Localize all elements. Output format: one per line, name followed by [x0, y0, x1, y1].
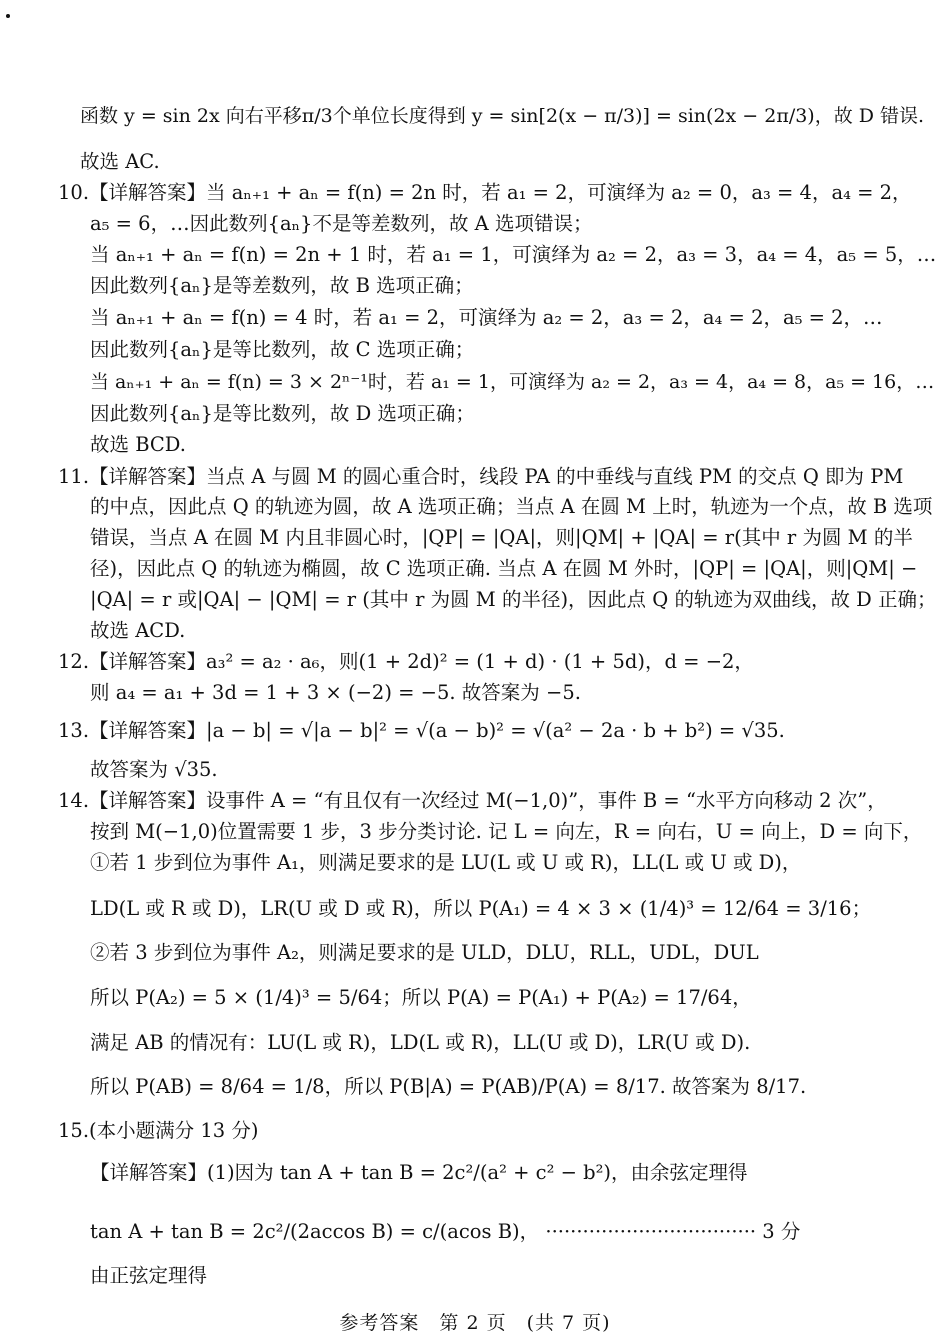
text-line: 因此数列{aₙ}是等差数列，故 B 选项正确；	[90, 274, 474, 297]
text-line: 的中点，因此点 Q 的轨迹为圆，故 A 选项正确；当点 A 在圆 M 上时，轨迹为一个点，故 B 选项	[90, 495, 933, 518]
text-line: 则 a₄ = a₁ + 3d = 1 + 3 × (−2) = −5. 故答案为 −5.	[90, 681, 581, 704]
question-11-start: 11.【详解答案】当点 A 与圆 M 的圆心重合时，线段 PA 的中垂线与直线 PM 的交点 Q 即为 PM	[58, 465, 904, 488]
text-line: LD(L 或 R 或 D)，LR(U 或 D 或 R)，所以 P(A₁) = 4 × 3 × (1/4)³ = 12/64 = 3/16；	[90, 897, 872, 920]
text-line: 径)，因此点 Q 的轨迹为椭圆，故 C 选项正确. 当点 A 在圆 M 外时，|QP| = |QA|，则|QM| −	[90, 557, 918, 580]
text-line: 所以 P(AB) = 8/64 = 1/8，所以 P(B|A) = P(AB)/P(A) = 8/17. 故答案为 8/17.	[90, 1075, 807, 1098]
text-line: 因此数列{aₙ}是等比数列，故 D 选项正确；	[90, 402, 475, 425]
text-line: 由正弦定理得	[90, 1264, 208, 1287]
text-line: 故答案为 √35.	[90, 758, 218, 781]
text-line: 当 aₙ₊₁ + aₙ = f(n) = 4 时，若 a₁ = 2，可演绎为 a₂ = 2，a₃ = 2，a₄ = 2，a₅ = 2，…	[90, 306, 883, 329]
text-line: 【详解答案】(1)因为 tan A + tan B = 2c²/(a² + c² − b²)，由余弦定理得	[90, 1161, 748, 1184]
text-line: |QA| = r 或|QA| − |QM| = r (其中 r 为圆 M 的半径)，因此点 Q 的轨迹为双曲线，故 D 正确；	[90, 588, 937, 611]
question-12-start: 12.【详解答案】a₃² = a₂ · a₆，则(1 + 2d)² = (1 + d) · (1 + 5d)，d = −2，	[58, 650, 754, 673]
text-line: 函数 y = sin 2x 向右平移π/3个单位长度得到 y = sin[2(x − π/3)] = sin(2x − 2π/3)，故 D 错误.	[80, 105, 925, 127]
text-line: 当 aₙ₊₁ + aₙ = f(n) = 3 × 2ⁿ⁻¹时，若 a₁ = 1，可演绎为 a₂ = 2，a₃ = 4，a₄ = 8，a₅ = 16，…	[90, 371, 935, 393]
text-line: 故选 AC.	[80, 150, 160, 173]
question-15-heading: 15.(本小题满分 13 分)	[58, 1119, 259, 1142]
text-line: 故选 BCD.	[90, 433, 186, 456]
text-line: ②若 3 步到位为事件 A₂，则满足要求的是 ULD，DLU，RLL，UDL，DUL	[90, 941, 759, 964]
score-line: tan A + tan B = 2c²/(2accos B) = c/(acos B)， ·································· 3 分	[90, 1220, 801, 1243]
question-10-start: 10.【详解答案】当 aₙ₊₁ + aₙ = f(n) = 2n 时，若 a₁ = 2，可演绎为 a₂ = 0，a₃ = 4，a₄ = 2，	[58, 181, 912, 204]
question-13-start: 13.【详解答案】|a − b| = √|a − b|² = √(a − b)² = √(a² − 2a · b + b²) = √35.	[58, 719, 785, 742]
text-line: 故选 ACD.	[90, 619, 186, 642]
text-line: 错误，当点 A 在圆 M 内且非圆心时，|QP| = |QA|，则|QM| + |QA| = r(其中 r 为圆 M 的半	[90, 526, 913, 549]
text-line: 因此数列{aₙ}是等比数列，故 C 选项正确；	[90, 338, 475, 361]
text-line: 当 aₙ₊₁ + aₙ = f(n) = 2n + 1 时，若 a₁ = 1，可演绎为 a₂ = 2，a₃ = 3，a₄ = 4，a₅ = 5，…	[90, 243, 937, 266]
page-footer: 参考答案 第 2 页 (共 7 页)	[339, 1312, 611, 1334]
text-line: 满足 AB 的情况有：LU(L 或 R)，LD(L 或 R)，LL(U 或 D)，LR(U 或 D).	[90, 1031, 751, 1054]
question-14-start: 14.【详解答案】设事件 A = “有且仅有一次经过 M(−1,0)”，事件 B = “水平方向移动 2 次”，	[58, 789, 887, 812]
text-line: a₅ = 6，…因此数列{aₙ}不是等差数列，故 A 选项错误；	[90, 212, 593, 235]
text-line: 所以 P(A₂) = 5 × (1/4)³ = 5/64；所以 P(A) = P(A₁) + P(A₂) = 17/64，	[90, 986, 752, 1009]
corner-mark	[6, 14, 10, 18]
text-line: ①若 1 步到位为事件 A₁，则满足要求的是 LU(L 或 U 或 R)，LL(L 或 U 或 D)，	[90, 851, 802, 874]
text-line: 按到 M(−1,0)位置需要 1 步，3 步分类讨论. 记 L = 向左，R = 向右，U = 向上，D = 向下，	[90, 820, 923, 843]
